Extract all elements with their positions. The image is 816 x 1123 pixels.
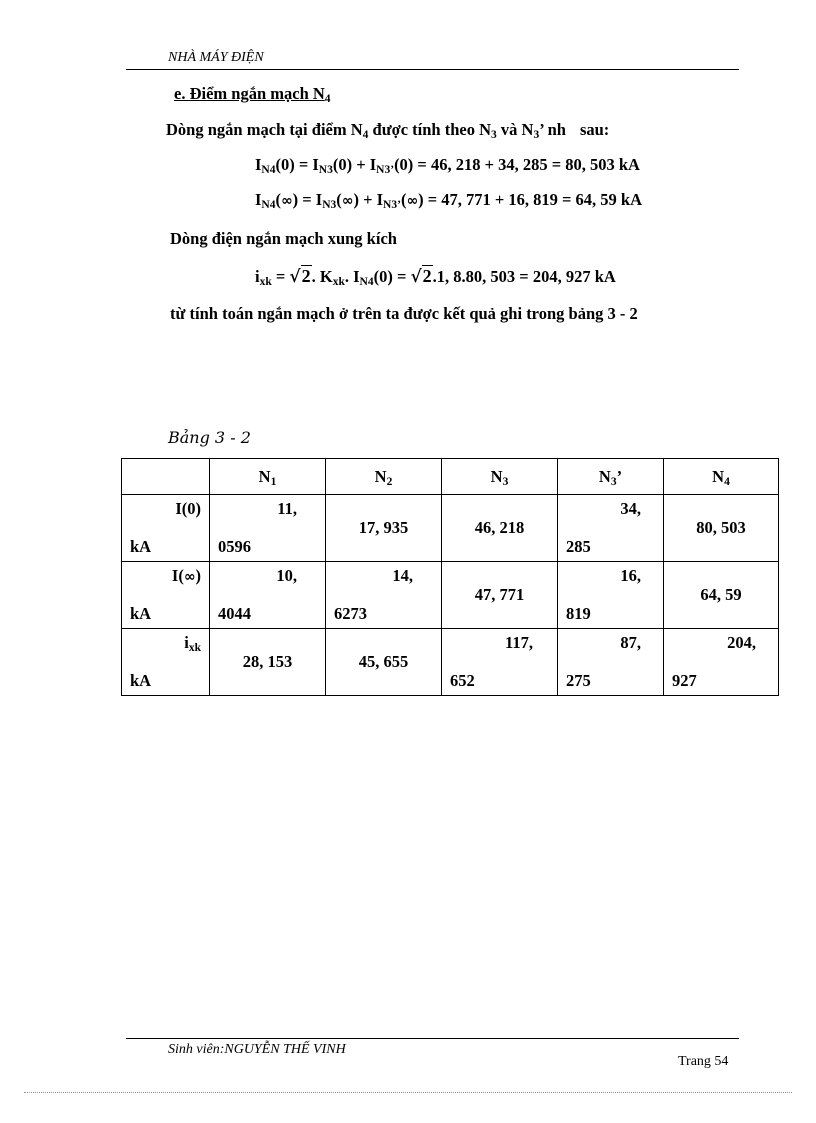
table-cell: 80, 503: [664, 495, 779, 562]
header-rule: [126, 69, 739, 70]
equation-impulse-current: $i_{xk} = √2$. $K_{xk}$. $I_{N4}(0) = √2.1$, 8.80, 503 = 204, 927 kA: [255, 266, 616, 288]
footer-student: Sinh viên:NGUYỄN THẾ VINH: [168, 1042, 346, 1057]
sqrt-symbol: √: [410, 267, 422, 287]
table-row: [122, 562, 779, 629]
table-row: [122, 629, 779, 696]
infinity-symbol: ∞: [406, 193, 419, 209]
header-cell: $N_2$: [326, 459, 442, 495]
table-cell: 87, 275: [558, 629, 664, 696]
infinity-symbol: ∞: [183, 569, 196, 585]
table-cell: 47, 771: [442, 562, 558, 629]
page-bottom-divider: [24, 1092, 792, 1093]
header-cell: $N_3$: [442, 459, 558, 495]
infinity-symbol: ∞: [280, 193, 293, 209]
intro-line: Dòng ngắn mạch tại điểm $N_4$ được tính theo $N_3$ và $N_3$’ nh sau:: [166, 120, 610, 141]
footer-page-number: Trang 54: [678, 1054, 729, 1069]
equation-initial-current: $I_{N4}(0) = I_{N3}(0) + I_{N3’}(0) = 46$, 218 + 34, 285 = 80, 503 kA: [255, 155, 640, 176]
table-cell: 64, 59: [664, 562, 779, 629]
equation-steady-current: $I_{N4}(\infty) = I_{N3}(\infty) + I_{N3’}(\infty) = 47$, 771 + 16, 819 = 64, 59 kA: [255, 190, 643, 211]
footer-rule: [126, 1038, 739, 1039]
table-cell: 46, 218: [442, 495, 558, 562]
table-cell: 14, 6273: [326, 562, 442, 629]
conclusion-text: từ tính toán ngắn mạch ở trên ta được kết quả ghi trong bảng 3 - 2: [170, 304, 638, 323]
row-label-cell: $i_{xk}$ kA: [122, 629, 210, 696]
table-cell: 11, 0596: [210, 495, 326, 562]
table-cell: 28, 153: [210, 629, 326, 696]
sqrt-symbol: √: [289, 267, 301, 287]
table-cell: 45, 655: [326, 629, 442, 696]
header-cell: $N_4$: [664, 459, 779, 495]
row-label-cell: I(∞) kA: [122, 562, 210, 629]
infinity-symbol: ∞: [341, 193, 354, 209]
header-cell: $N_3$’: [558, 459, 664, 495]
table-caption: Bảng 3 - 2: [168, 428, 251, 447]
header-cell: $N_1$: [210, 459, 326, 495]
impulse-current-heading: Dòng điện ngắn mạch xung kích: [170, 229, 397, 248]
table-header-row: [122, 459, 779, 495]
table-row: [122, 495, 779, 562]
table-cell: 117, 652: [442, 629, 558, 696]
table-cell: 10, 4044: [210, 562, 326, 629]
page-header-title: NHÀ MÁY ĐIỆN: [168, 50, 264, 65]
table-cell: 204, 927: [664, 629, 779, 696]
table-cell: 34, 285: [558, 495, 664, 562]
row-label-cell: I(0) kA: [122, 495, 210, 562]
header-cell-empty: [122, 459, 210, 495]
short-circuit-table: [121, 458, 779, 696]
table-cell: 17, 935: [326, 495, 442, 562]
table-cell: 16, 819: [558, 562, 664, 629]
section-title: e. Điểm ngắn mạch $N_4$: [174, 84, 331, 105]
